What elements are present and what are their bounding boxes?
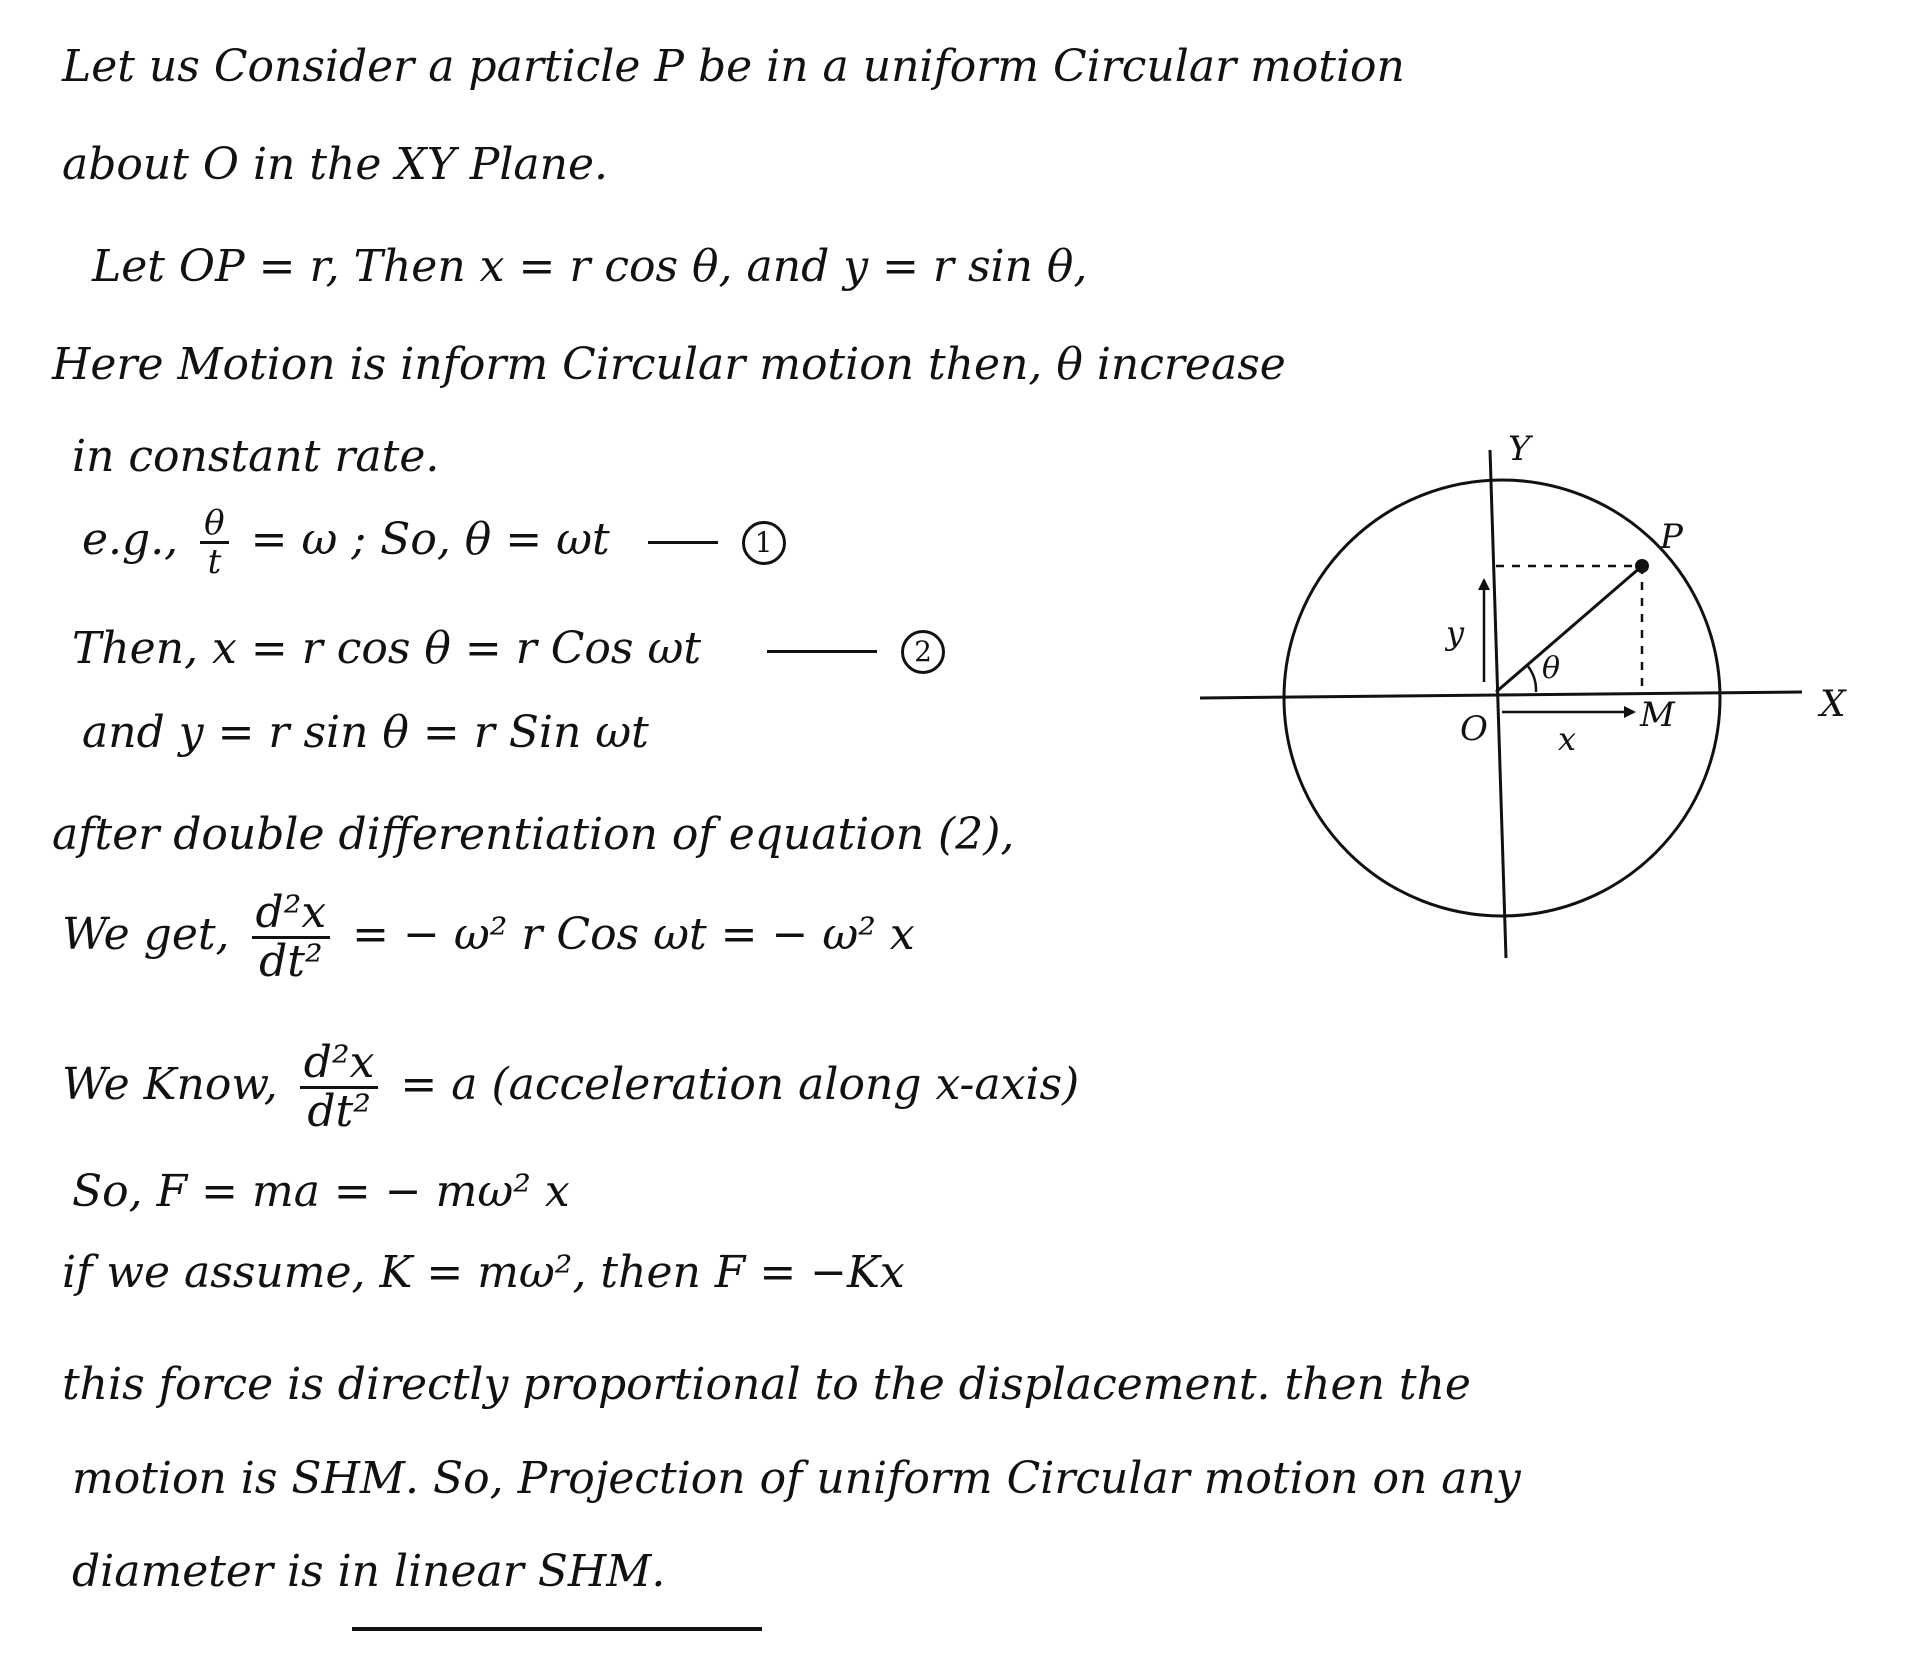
notes-line-differentiation: after double differentiation of equation (2), (52, 809, 1015, 860)
conclusion-line-1: this force is directly proportional to the displacement. then the (62, 1359, 1471, 1410)
notes-line-4: Here Motion is inform Circular motion then, θ increase (52, 339, 1286, 390)
equation-3-fraction (252, 887, 331, 987)
equation-2a-body: Then, x = r cos θ = r Cos ωt (72, 623, 702, 674)
point-p-marker (1635, 559, 1649, 573)
equation-3 (62, 887, 915, 987)
equation-1-fraction-numerator: θ (200, 505, 228, 544)
equation-1-body: = ω ; So, θ = ωt (250, 514, 610, 565)
equation-1 (82, 505, 786, 580)
radius-op-line (1496, 566, 1642, 692)
equation-2a (72, 622, 945, 676)
point-m-label: M (1640, 695, 1675, 735)
equation-4-prefix: We Know, (62, 1059, 278, 1110)
equation-3-fraction-denominator: dt² (259, 936, 323, 987)
x-axis-label: X (1820, 684, 1846, 725)
equation-1-prefix: e.g., (82, 514, 179, 565)
x-displacement-label: x (1558, 720, 1577, 758)
equation-4-fraction (300, 1037, 379, 1137)
conclusion-line-3: diameter is in linear SHM. (72, 1546, 666, 1597)
angle-theta-arc (1527, 665, 1536, 692)
point-p-label: P (1660, 517, 1683, 557)
equation-1-fraction-denominator: t (207, 542, 222, 582)
notes-line-3: Let OP = r, Then x = r cos θ, and y = r sin θ, (92, 241, 1088, 292)
equation-2b: and y = r sin θ = r Sin ωt (82, 707, 649, 758)
origin-label: O (1460, 709, 1488, 749)
y-displacement-label: y (1446, 614, 1465, 652)
notes-line-5: in constant rate. (72, 431, 440, 482)
notes-line-2: about O in the XY Plane. (62, 139, 609, 190)
equation-2-dash (767, 650, 877, 653)
equation-6: if we assume, K = mω², then F = −Kx (62, 1247, 905, 1298)
linear-shm-underline (352, 1627, 762, 1631)
circular-motion-diagram (1190, 430, 1910, 990)
y-axis-line (1490, 450, 1506, 958)
conclusion-line-2: motion is SHM. So, Projection of uniform Circular motion on any (72, 1453, 1521, 1504)
equation-4-fraction-denominator: dt² (307, 1086, 371, 1137)
equation-3-body: = − ω² r Cos ωt = − ω² x (352, 909, 915, 960)
equation-1-fraction (200, 505, 228, 580)
angle-theta-label: θ (1542, 651, 1561, 686)
equation-3-fraction-numerator: d²x (252, 890, 331, 939)
x-axis-line (1200, 692, 1802, 698)
equation-2-tag: 2 (901, 630, 945, 674)
y-axis-label: Y (1508, 430, 1531, 469)
equation-4-body: = a (acceleration along x-axis) (400, 1059, 1080, 1110)
equation-3-prefix: We get, (62, 909, 230, 960)
notes-line-1: Let us Consider a particle P be in a uniform Circular motion (62, 41, 1405, 92)
equation-5: So, F = ma = − mω² x (72, 1166, 570, 1217)
equation-4 (62, 1037, 1080, 1137)
equation-1-tag: 1 (742, 521, 786, 565)
equation-4-fraction-numerator: d²x (300, 1040, 379, 1089)
equation-1-dash (648, 541, 718, 544)
